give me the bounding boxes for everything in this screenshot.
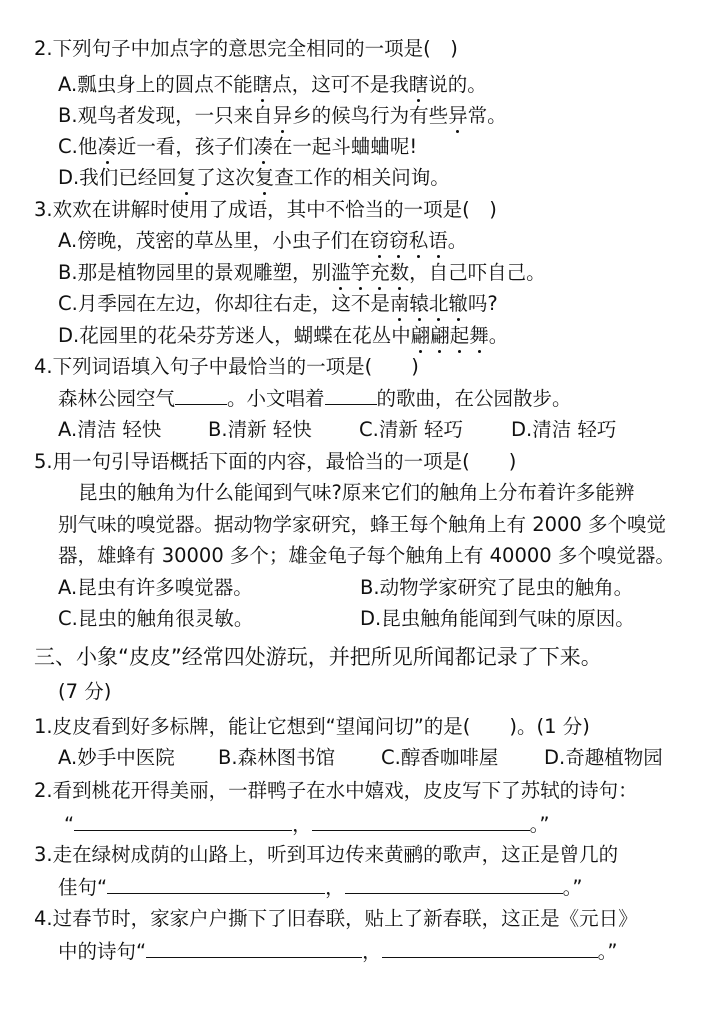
- s3q3-answer-line: [58, 873, 582, 903]
- q3-c-dotted-1: 南: [389, 292, 410, 315]
- q5-option-b[interactable]: B.动物学家研究了昆虫的触角。: [360, 576, 634, 599]
- q2-d-text-2: 了这次: [196, 166, 255, 189]
- q2-option-d[interactable]: [58, 163, 450, 193]
- q2-c-text-1: C.他: [58, 135, 98, 158]
- q5-passage-line-3: 器，雄蜂有 30000 多个；雄金龟子每个触角上有 40000 多个嗅觉器。: [58, 544, 675, 567]
- q2-a-text-1: A.瓢虫身上的圆点不能: [58, 73, 253, 96]
- s3q2-blank-1[interactable]: [74, 812, 292, 831]
- q3-c-dotted-2: 辕: [409, 292, 429, 315]
- s3q1-option-c[interactable]: C.醇香咖啡屋: [381, 746, 499, 769]
- q3-d-dotted-3: 起: [449, 324, 470, 347]
- q3-d-text-1: D.花园里的花朵芬芳迷人，蝴蝶在花丛中: [58, 324, 411, 347]
- q4-sentence: [58, 384, 572, 414]
- q5-passage-line-2: 别气味的嗅觉器。据动物学家研究，蜂王每个触角上有 2000 多个嗅觉: [58, 513, 667, 536]
- s3q3-separator: ，: [325, 876, 345, 899]
- q3-stem: 3.欢欢在讲解时使用了成语，其中不恰当的一项是( ): [34, 198, 497, 221]
- section-3-title: 三、小象“皮皮”经常四处游玩，并把所见所闻都记录了下来。: [34, 645, 602, 669]
- q3-a-text-1: A.傍晚，茂密的草丛里，小虫子们在: [58, 229, 370, 252]
- s3q4-lead: 中的诗句“: [58, 940, 147, 963]
- s3q2-separator: ，: [292, 813, 312, 836]
- q2-c-dotted-1: 凑: [97, 135, 117, 158]
- s3q4-answer-line: [58, 937, 617, 967]
- q3-a-dotted-2: 窃: [389, 229, 409, 252]
- q2-d-text-3: 查工作的相关问询。: [274, 166, 450, 189]
- q5-option-c[interactable]: C.昆虫的触角很灵敏。: [58, 607, 254, 630]
- q5-option-a[interactable]: A.昆虫有许多嗅觉器。: [58, 576, 253, 599]
- q3-b-text-1: B.那是植物园里的景观雕塑，别: [58, 261, 332, 284]
- s3q4-blank-1[interactable]: [146, 939, 362, 958]
- q3-a-dotted-3: 私: [408, 229, 429, 252]
- q3-option-a[interactable]: [58, 226, 467, 256]
- q2-b-text-2: 乡的候鸟行为有些: [292, 104, 449, 127]
- q4-option-d[interactable]: D.清洁 轻巧: [511, 418, 617, 441]
- q3-c-text-1: C.月季园在左边，你却往右走，这不是: [58, 292, 390, 315]
- q4-sentence-part-3: 的歌曲，在公园散步。: [376, 387, 572, 410]
- s3q3-stem: 3.走在绿树成荫的山路上，听到耳边传来黄鹂的歌声，这正是曾几的: [34, 843, 619, 866]
- q2-a-text-2: 点，这可不是我: [272, 73, 409, 96]
- q3-b-dotted-1: 滥: [331, 261, 351, 284]
- q2-c-text-2: 近一看，孩子们: [116, 135, 254, 158]
- q3-a-text-2: 。: [447, 229, 468, 252]
- q4-option-c[interactable]: C.清新 轻巧: [359, 418, 464, 441]
- q4-blank-2[interactable]: [325, 386, 377, 405]
- q3-b-dotted-2: 竽: [350, 261, 371, 284]
- q3-option-b[interactable]: [58, 258, 546, 288]
- section-3-score: (7 分): [58, 680, 112, 703]
- s3q2-close-quote: 。”: [529, 813, 550, 836]
- q2-b-text-3: 常。: [467, 104, 507, 127]
- q2-b-text-1: B.观鸟者发现，一只来自: [58, 104, 273, 127]
- q2-d-dotted-2: 复: [254, 166, 275, 189]
- s3q3-close-quote: 。”: [562, 876, 583, 899]
- q5-option-d[interactable]: D.昆虫触角能闻到气味的原因。: [360, 607, 635, 630]
- q5-stem: 5.用一句引导语概括下面的内容，最恰当的一项是( ): [34, 450, 517, 473]
- q3-d-dotted-1: 翩: [410, 324, 431, 347]
- q3-c-dotted-4: 辙: [448, 292, 468, 315]
- q3-c-dotted-3: 北: [428, 292, 449, 315]
- s3q1-option-d[interactable]: D.奇趣植物园: [544, 746, 663, 769]
- q3-d-dotted-2: 翩: [430, 324, 450, 347]
- s3q2-blank-2[interactable]: [312, 812, 530, 831]
- q3-b-dotted-4: 数: [389, 261, 410, 284]
- q4-option-b[interactable]: B.清新 轻快: [208, 418, 312, 441]
- q2-a-text-3: 说的。: [428, 73, 487, 96]
- q3-d-dotted-4: 舞: [469, 324, 489, 347]
- q4-sentence-part-1: 森林公园空气: [58, 387, 176, 410]
- q4-sentence-part-2: 。小文唱着: [227, 387, 325, 410]
- s3q3-lead: 佳句“: [58, 876, 108, 899]
- q2-a-dotted-1: 瞎: [252, 73, 273, 96]
- q2-option-c[interactable]: [58, 132, 417, 162]
- s3q3-blank-2[interactable]: [345, 875, 563, 894]
- q4-blank-1[interactable]: [175, 386, 227, 405]
- q3-option-c[interactable]: [58, 289, 498, 319]
- s3q4-stem: 4.过春节时，家家户户撕下了旧春联，贴上了新春联，这正是《元日》: [34, 907, 638, 930]
- q2-a-dotted-2: 瞎: [408, 73, 429, 96]
- q3-a-dotted-4: 语: [428, 229, 448, 252]
- q2-option-b[interactable]: [58, 101, 507, 131]
- q3-b-text-2: ，自己吓自己。: [409, 261, 546, 284]
- q2-c-dotted-2: 凑: [253, 135, 273, 158]
- q3-d-text-2: 。: [488, 324, 509, 347]
- s3q2-open-quote: “: [64, 813, 75, 836]
- s3q4-separator: ，: [362, 940, 382, 963]
- s3q4-blank-2[interactable]: [382, 939, 598, 958]
- s3q3-blank-1[interactable]: [107, 875, 325, 894]
- s3q1-option-a[interactable]: A.妙手中医院: [58, 746, 175, 769]
- q2-b-dotted-1: 异: [272, 104, 293, 127]
- s3q2-answer-line: [64, 810, 549, 840]
- q2-c-text-3: 在一起斗蛐蛐呢!: [272, 135, 418, 158]
- q2-b-dotted-2: 异: [448, 104, 468, 127]
- s3q2-stem: 2.看到桃花开得美丽，一群鸭子在水中嬉戏，皮皮写下了苏轼的诗句：: [34, 779, 638, 802]
- q2-d-dotted-1: 复: [176, 166, 197, 189]
- q3-a-dotted-1: 窃: [369, 229, 390, 252]
- q2-option-a[interactable]: [58, 70, 487, 100]
- s3q1-option-b[interactable]: B.森林图书馆: [218, 746, 336, 769]
- s3q4-close-quote: 。”: [597, 940, 618, 963]
- q3-option-d[interactable]: [58, 321, 508, 351]
- s3q1-stem: 1.皮皮看到好多标牌，能让它想到“望闻问切”的是( )。(1 分): [34, 715, 590, 738]
- q4-stem: 4.下列词语填入句子中最恰当的一项是( ): [34, 355, 419, 378]
- q5-passage-line-1: 昆虫的触角为什么能闻到气味?原来它们的触角上分布着许多能辨: [78, 481, 635, 504]
- q3-b-dotted-3: 充: [370, 261, 390, 284]
- q2-stem: 2.下列句子中加点字的意思完全相同的一项是( ): [34, 37, 458, 60]
- q4-option-a[interactable]: A.清洁 轻快: [58, 418, 162, 441]
- q3-c-text-2: 吗?: [467, 292, 498, 315]
- q2-d-text-1: D.我们已经回: [58, 166, 177, 189]
